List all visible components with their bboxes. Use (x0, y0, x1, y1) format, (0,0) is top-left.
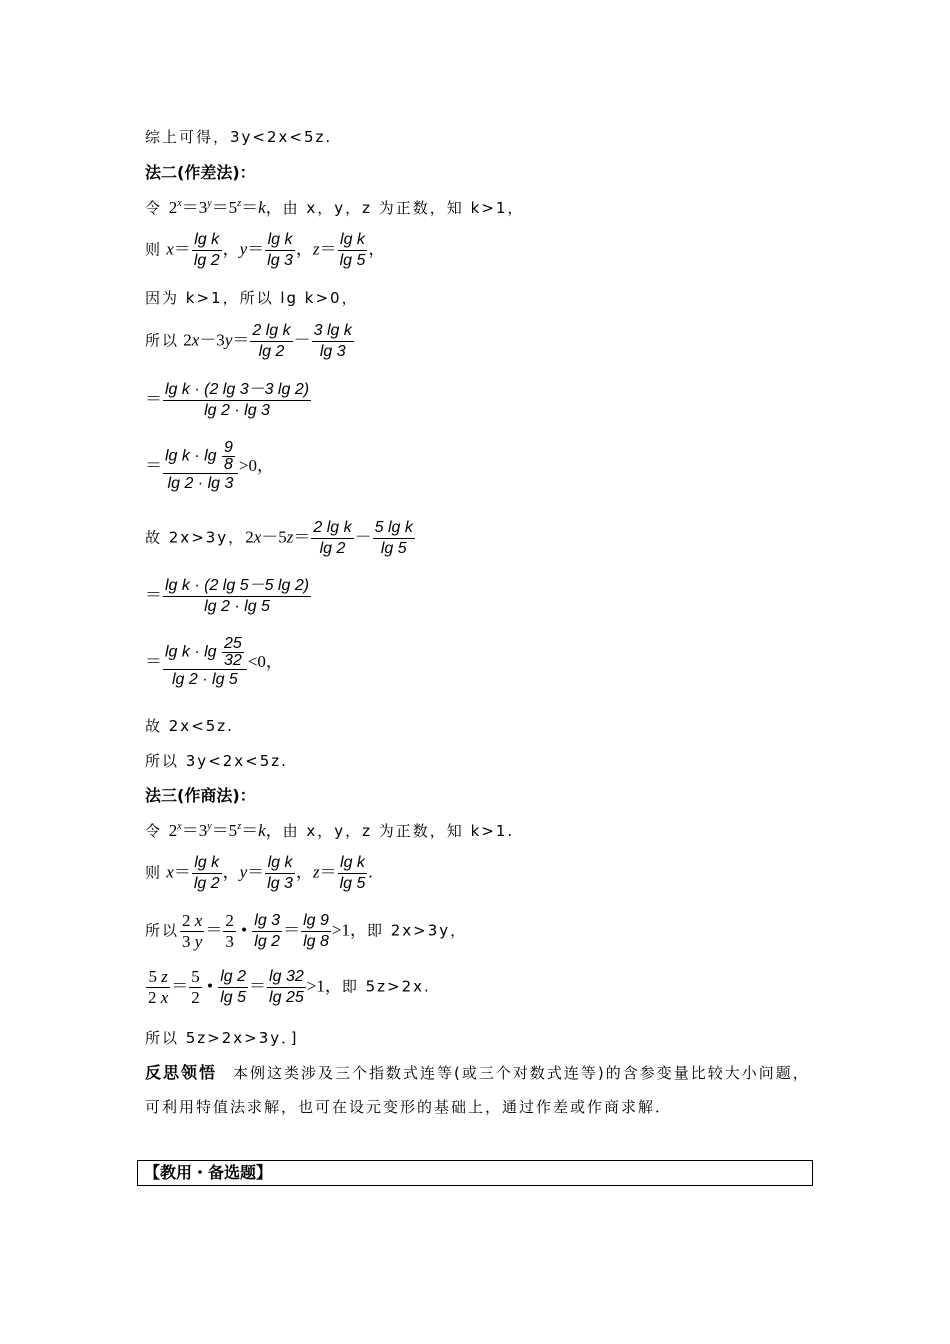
method3-then-line: 则 x＝ $\frac{\text{lg k}}{\lg 2}$ ，y＝ $\frac{\text{lg k}}{\lg 3}$ ，z＝ $\frac{\text{lg k}}{\lg 5}$ . (145, 854, 373, 892)
fraction: $\frac{\text{5 lg k}}{\lg 5}$ (374, 519, 413, 557)
fraction: $\frac{\lg 9}{\lg 8}$ (303, 912, 329, 950)
method3-conclusion: 所以 5z>2x>3y．] (145, 1029, 299, 1047)
method3-title: 法三(作商法)： (145, 786, 256, 805)
reflection-paragraph (145, 1056, 815, 1124)
fraction: $\frac{\text{2 lg k}}{\lg 2}$ (252, 322, 291, 360)
fraction: $\frac{\text{lg k}}{\lg 5}$ (339, 231, 366, 269)
gu-label: 故 2x>3y， (145, 528, 246, 547)
ji-label: 即 2x>3y， (366, 921, 468, 940)
method2-title: 法二(作差法)： (145, 163, 256, 182)
method2-diff2-step3: ＝ lg k · lg $\frac{25}{32}$ lg 2 · lg 5 <0， (145, 635, 283, 688)
let-prefix: 令 (145, 199, 169, 217)
fraction: lg k · lg $\frac{9}{8}$ lg 2 · lg 3 (163, 440, 238, 494)
fraction: $\frac{\text{3 lg k}}{\lg 3}$ (313, 322, 352, 360)
fraction: $\frac{5 z}{2 x}$ (148, 967, 169, 1007)
method2-then-line: 则 x＝ $\frac{\text{lg k}}{\lg 2}$ ，y＝ $\frac{\text{lg k}}{\lg 3}$ ，z＝ $\frac{\text{lg k}}{\lg 5}$ ， (145, 231, 386, 269)
fraction: $\frac{\text{lg k}}{\lg 3}$ (267, 854, 293, 892)
fraction: $\frac{2}{3}$ (225, 911, 234, 951)
teaching-section-header: 【教用・备选题】 (137, 1160, 813, 1186)
fraction: $\frac{\lg 2}{\lg 5}$ (220, 968, 247, 1006)
so-label: 所以 (145, 331, 180, 350)
fraction: $\frac{2 x}{3 y}$ (182, 911, 203, 951)
fraction: $\frac{\text{lg k}}{\lg 3}$ (267, 231, 293, 269)
method2-diff1-step2: ＝ $\frac{\text{lg k · (2 lg 3－3 lg 2)}}{\lg 2 \cdot \lg 3}$ (145, 381, 310, 419)
fraction: $\frac{\text{lg k · (2 lg 5－5 lg 2)}}{\lg 2 \cdot \lg 5}$ (165, 577, 310, 615)
fraction: $\frac{\text{lg k · (2 lg 3－3 lg 2)}}{\lg 2 \cdot \lg 3}$ (165, 381, 310, 419)
method2-diff1-step3: ＝ lg k · lg $\frac{9}{8}$ lg 2 · lg 3 >0， (145, 439, 275, 492)
reflection-title: 反思领悟 (145, 1063, 218, 1082)
method2-diff1-line: 所以 2x－3y＝ $\frac{\text{2 lg k}}{\lg 2}$ － $\frac{\text{3 lg k}}{\lg 3}$ (145, 322, 352, 360)
fraction: $\frac{\text{lg k}}{\lg 2}$ (193, 854, 220, 892)
fraction: $\frac{\lg 3}{\lg 2}$ (254, 912, 281, 950)
method3-let-line: 令 $2^x=3^y=5^z=k$，由 x，y，z 为正数，知 k>1. (145, 821, 515, 840)
reflection-text: 本例这类涉及三个指数式连等(或三个对数式连等)的含参变量比较大小问题，可利用特值法求解，也可在设元变形的基础上，通过作差或作商求解． (145, 1064, 810, 1116)
method2-diff2-line: 故 2x>3y，2x－5z＝ $\frac{\text{2 lg k}}{\lg 2}$ － $\frac{\text{5 lg k}}{\lg 5}$ (145, 519, 413, 557)
method2-conclusion: 所以 3y<2x<5z. (145, 752, 288, 770)
fraction: $\frac{5}{2}$ (191, 967, 200, 1007)
summary-line: 综上可得，3y<2x<5z. (145, 128, 333, 146)
fraction: $\frac{\text{2 lg k}}{\lg 2}$ (313, 519, 352, 557)
fraction: $\frac{\text{lg k}}{\lg 2}$ (193, 231, 220, 269)
fraction: lg k · lg $\frac{25}{32}$ lg 2 · lg 5 (163, 636, 247, 690)
method2-diff2-step2: ＝ $\frac{\text{lg k · (2 lg 5－5 lg 2)}}{\lg 2 \cdot \lg 5}$ (145, 577, 310, 615)
fraction: $\frac{\text{lg k}}{\lg 5}$ (339, 854, 366, 892)
method2-let-line: 令 $2^x=3^y=5^z=k$，由 x，y，z 为正数，知 k>1， (145, 198, 525, 217)
method2-gu2-line: 故 2x<5z. (145, 717, 234, 735)
then-label: 则 (145, 240, 163, 259)
method3-ratio1-line: 所以 $\frac{2 x}{3 y}$ ＝ $\frac{2}{3}$ • $\frac{\lg 3}{\lg 2}$ ＝ $\frac{\lg 9}{\lg 8}$ >1，即 2x>3y， (145, 911, 468, 951)
let-rest: 由 x，y，z 为正数，知 k>1， (282, 199, 525, 217)
ji-label: 即 5z>2x. (341, 977, 431, 996)
fraction: $\frac{\lg 32}{\lg 25}$ (269, 968, 304, 1006)
method3-ratio2-line: $\frac{5 z}{2 x}$ ＝ $\frac{5}{2}$ • $\frac{\lg 2}{\lg 5}$ ＝ $\frac{\lg 32}{\lg 25}$ >1，即 5z>2x. (148, 967, 431, 1007)
method2-because-line: 因为 k>1，所以 lg k>0， (145, 289, 359, 307)
